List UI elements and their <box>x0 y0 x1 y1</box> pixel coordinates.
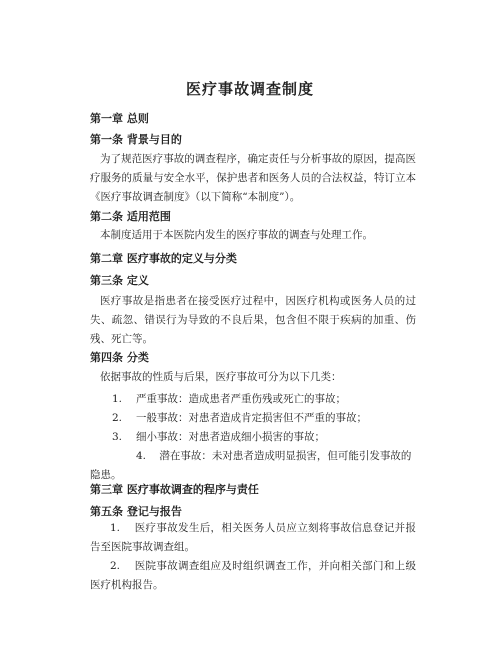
article-1-text: 为了规范医疗事故的调查程序，确定责任与分析事故的原因，提高医疗服务的质量与安全水平，保护患者和医务人员的合法权益，特订立本《医疗事故调查制度》（以下简称“本制度”）。 <box>90 153 416 203</box>
chapter-3-heading: 第三章 医疗事故调查的程序与责任 <box>90 483 259 496</box>
list-item <box>90 409 416 428</box>
list-item <box>90 390 416 409</box>
list-item-text: 严重事故：造成患者严重伤残或死亡的事故； <box>136 393 346 405</box>
list-item <box>90 557 416 595</box>
list-item-text: 医疗事故发生后，相关医务人员应立刻将事故信息登记并报告至医院事故调查组。 <box>90 522 417 553</box>
article-3-heading: 第三条 定义 <box>90 274 149 287</box>
list-item <box>90 447 416 485</box>
list-item-text: 一般事故：对患者造成肯定损害但不严重的事故； <box>136 412 367 424</box>
document-title: 医疗事故调查制度 <box>185 80 314 98</box>
list-item-number: 1. <box>110 522 121 534</box>
article-2-text: 本制度适用于本医院内发生的医疗事故的调查与处理工作。 <box>100 229 373 241</box>
article-3-text: 医疗事故是指患者在接受医疗过程中，因医疗机构或医务人员的过失、疏忽、错误行为导致的不良后果，包含但不限于疾病的加重、伤残、死亡等。 <box>90 295 416 345</box>
list-item <box>90 428 416 447</box>
chapter-2-heading: 第二章 医疗事故的定义与分类 <box>90 252 237 265</box>
list-item-text: 潜在事故：未对患者造成明显损害，但可能引发事故的隐患。 <box>90 450 412 481</box>
chapter-1-heading: 第一章 总则 <box>90 112 149 125</box>
list-item-text: 医院事故调查组应及时组织调查工作，并向相关部门和上级医疗机构报告。 <box>90 560 417 591</box>
article-2-heading: 第二条 适用范围 <box>90 210 171 223</box>
accident-category-list <box>90 390 416 485</box>
list-item <box>90 519 416 557</box>
reporting-procedure-list <box>90 519 416 595</box>
list-item-number: 1. <box>112 393 123 405</box>
article-1-heading: 第一条 背景与目的 <box>90 133 182 146</box>
list-item-text: 细小事故：对患者造成细小损害的事故； <box>136 431 325 443</box>
article-4-heading: 第四条 分类 <box>90 351 149 364</box>
list-item-number: 3. <box>112 431 123 443</box>
article-5-heading: 第五条 登记与报告 <box>90 505 182 518</box>
list-item-number: 2. <box>110 560 121 572</box>
list-item-number: 4. <box>136 450 147 462</box>
list-item-number: 2. <box>112 412 123 424</box>
article-4-text: 依据事故的性质与后果，医疗事故可分为以下几类： <box>100 371 342 383</box>
